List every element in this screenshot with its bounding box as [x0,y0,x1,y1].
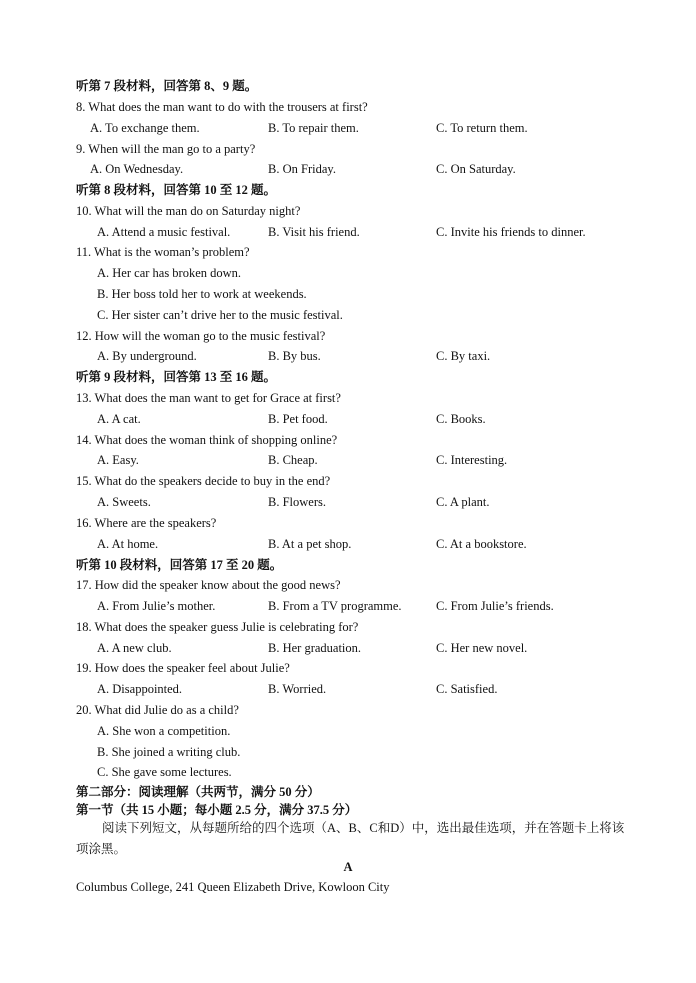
option-a: A. On Wednesday. [90,162,184,176]
question-13: 13. What does the man want to get for Grace at first? [76,391,341,405]
question-20-option-c-row [0,762,696,782]
question-11-option-a-row [0,263,696,283]
option-a: A. To exchange them. [90,121,200,135]
option-b: B. Worried. [268,682,327,696]
option-c: C. Her new novel. [436,641,528,655]
section-heading-10: 听第 10 段材料，回答第 17 至 20 题。 [76,558,283,572]
option-b: B. Her boss told her to work at weekends. [97,287,307,301]
option-c: C. A plant. [436,495,490,509]
option-a: A. Disappointed. [97,682,183,696]
option-b: B. Visit his friend. [268,225,360,239]
option-b: B. She joined a writing club. [97,745,241,759]
question-12: 12. How will the woman go to the music festival? [76,329,326,343]
option-b: B. From a TV programme. [268,599,402,613]
option-b: B. Pet food. [268,412,328,426]
question-14-options [0,450,696,470]
option-b: B. To repair them. [268,121,359,135]
section-heading-7: 听第 7 段材料，回答第 8、9 题。 [76,79,258,93]
question-16: 16. Where are the speakers? [76,516,217,530]
question-17: 17. How did the speaker know about the good news? [76,578,341,592]
option-b: B. Her graduation. [268,641,362,655]
question-20-option-b-row [0,742,696,762]
option-c: C. From Julie’s friends. [436,599,554,613]
question-15-options [0,492,696,512]
question-10-options [0,222,696,242]
option-a: A. From Julie’s mother. [97,599,216,613]
option-c: C. Satisfied. [436,682,498,696]
option-c: C. Interesting. [436,453,508,467]
option-c: C. Her sister can’t drive her to the music festival. [97,308,343,322]
question-20: 20. What did Julie do as a child? [76,703,239,717]
option-a: A. At home. [97,537,159,551]
question-15: 15. What do the speakers decide to buy in the end? [76,474,331,488]
question-11-option-c-row [0,305,696,325]
option-b: B. Flowers. [268,495,326,509]
option-c: C. Books. [436,412,486,426]
option-a: A. She won a competition. [97,724,231,738]
question-11: 11. What is the woman’s problem? [76,245,250,259]
question-8: 8. What does the man want to do with the trousers at first? [76,100,368,114]
option-a: A. By underground. [97,349,197,363]
question-20-option-a-row [0,721,696,741]
option-c: C. To return them. [436,121,528,135]
option-b: B. Cheap. [268,453,318,467]
question-18: 18. What does the speaker guess Julie is celebrating for? [76,620,359,634]
question-14: 14. What does the woman think of shopping online? [76,433,338,447]
option-a: A. A new club. [97,641,172,655]
section-heading-9: 听第 9 段材料，回答第 13 至 16 题。 [76,370,277,384]
passage-address: Columbus College, 241 Queen Elizabeth Drive, Kowloon City [76,880,390,894]
option-a: A. Sweets. [97,495,151,509]
question-18-options [0,638,696,658]
section-heading-8: 听第 8 段材料，回答第 10 至 12 题。 [76,183,277,197]
passage-label: A [343,860,353,874]
question-9: 9. When will the man go to a party? [76,142,256,156]
question-9-options [0,159,696,179]
option-a: A. Her car has broken down. [97,266,242,280]
section-one-title: 第一节（共 15 小题；每小题 2.5 分，满分 37.5 分） [76,803,358,817]
reading-instruction: 阅读下列短文，从每题所给的四个选项（A、B、C和D）中，选出最佳选项，并在答题卡上将该项涂黑。 [76,821,625,856]
question-13-options [0,409,696,429]
question-11-option-b-row [0,284,696,304]
question-16-options [0,534,696,554]
option-a: A. Easy. [97,453,139,467]
option-a: A. A cat. [97,412,141,426]
option-b: B. By bus. [268,349,321,363]
option-b: B. At a pet shop. [268,537,352,551]
option-c: C. By taxi. [436,349,491,363]
question-19: 19. How does the speaker feel about Julie? [76,661,290,675]
question-17-options [0,596,696,616]
option-b: B. On Friday. [268,162,336,176]
option-c: C. She gave some lectures. [97,765,232,779]
question-19-options [0,679,696,699]
question-10: 10. What will the man do on Saturday night? [76,204,301,218]
option-c: C. Invite his friends to dinner. [436,225,586,239]
option-a: A. Attend a music festival. [97,225,231,239]
option-c: C. At a bookstore. [436,537,527,551]
question-8-options [0,118,696,138]
part-two-title: 第二部分：阅读理解（共两节，满分 50 分） [76,785,320,799]
question-12-options [0,346,696,366]
option-c: C. On Saturday. [436,162,516,176]
